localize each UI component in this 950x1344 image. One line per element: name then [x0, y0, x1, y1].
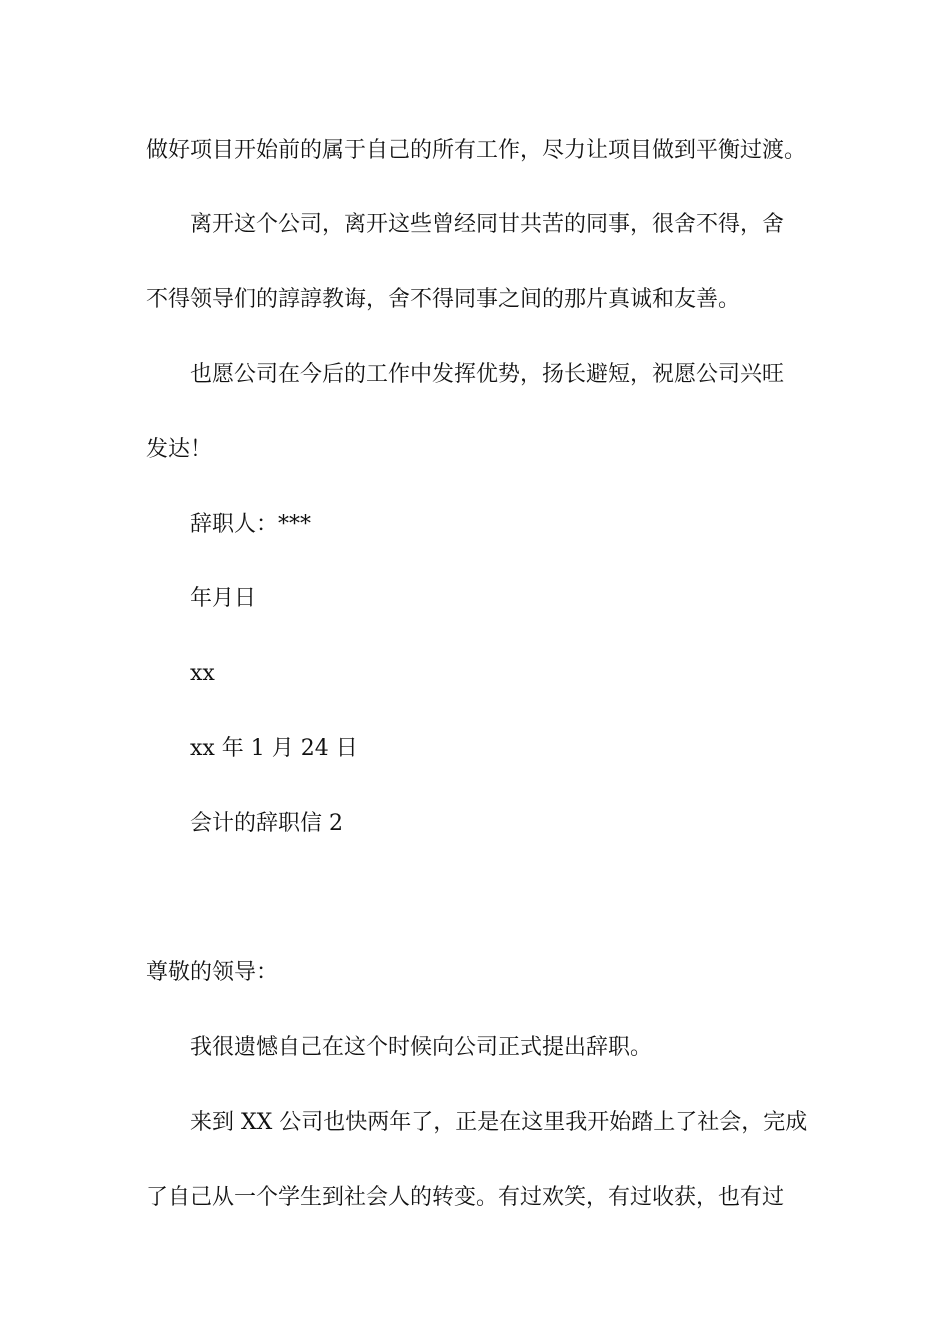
name-line: xx: [190, 661, 215, 686]
paragraph-line: 也愿公司在今后的工作中发挥优势，扬长避短，祝愿公司兴旺: [190, 362, 785, 387]
paragraph-line: 发达！: [146, 437, 213, 462]
section-title: 会计的辞职信 2: [190, 811, 343, 836]
paragraph-line: 了自己从一个学生到社会人的转变。有过欢笑，有过收获，也有过: [146, 1185, 785, 1210]
paragraph-line: 我很遗憾自己在这个时候向公司正式提出辞职。: [190, 1035, 653, 1060]
date-placeholder-line: 年月日: [190, 586, 257, 611]
date-line: xx 年 1 月 24 日: [190, 736, 358, 761]
salutation: 尊敬的领导：: [146, 960, 279, 985]
paragraph-line: 不得领导们的諄諄教诲，舍不得同事之间的那片真诚和友善。: [146, 287, 741, 312]
paragraph-line: 做好项目开始前的属于自己的所有工作，尽力让项目做到平衡过渡。: [146, 138, 807, 163]
paragraph-line: 离开这个公司，离开这些曾经同甘共苦的同事，很舍不得，舍: [190, 212, 785, 237]
signer-line: 辞职人：***: [190, 512, 312, 537]
paragraph-line: 来到 XX 公司也快两年了，正是在这里我开始踏上了社会，完成: [190, 1110, 808, 1135]
